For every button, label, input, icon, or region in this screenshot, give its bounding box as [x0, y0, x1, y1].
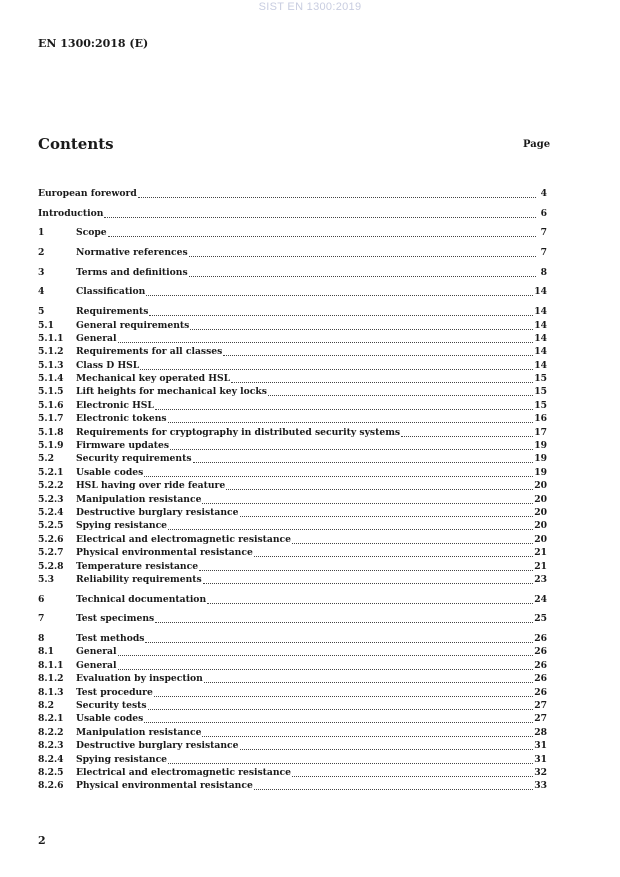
toc-entry[interactable]	[38, 285, 547, 298]
toc-entry-page: 20	[534, 533, 547, 545]
toc-entry-number: 5.2.4	[38, 506, 64, 518]
toc-leader-dots	[207, 594, 533, 604]
toc-leader-dots	[138, 188, 536, 198]
footer-page-number: 2	[38, 834, 46, 847]
toc-entry-page: 14	[534, 319, 547, 331]
toc-entry-page: 15	[534, 373, 547, 385]
toc-leader-dots	[168, 520, 533, 530]
toc-entry-number: 8.2.3	[38, 740, 64, 752]
toc-entry-number: 5.1.3	[38, 359, 64, 371]
toc-entry-page: 28	[534, 726, 547, 738]
toc-leader-dots	[108, 227, 536, 237]
toc-entry[interactable]	[38, 479, 547, 492]
toc-leader-dots	[168, 413, 534, 423]
toc-entry-page: 7	[540, 247, 547, 259]
toc-entry-title: HSL having over ride feature	[76, 480, 226, 492]
toc-entry-title: General	[76, 646, 117, 658]
toc-entry-title: Classification	[76, 286, 146, 298]
toc-leader-dots	[240, 507, 534, 517]
toc-entry-title: Electrical and electromagnetic resistance	[76, 766, 291, 778]
toc-entry-title: Security requirements	[76, 453, 192, 465]
toc-entry-page: 8	[540, 266, 547, 278]
toc-entry-page: 21	[534, 560, 547, 572]
toc-entry-number: 5.2.8	[38, 560, 64, 572]
toc-leader-dots	[104, 208, 536, 218]
toc-entry-title: Lift heights for mechanical key locks	[76, 386, 267, 398]
toc-entry-title: Terms and definitions	[76, 266, 188, 278]
toc-entry-page: 14	[534, 346, 547, 358]
toc-entry-title: Usable codes	[76, 466, 144, 478]
toc-entry[interactable]	[38, 519, 547, 532]
toc-entry-title: Destructive burglary resistance	[76, 740, 239, 752]
toc-entry[interactable]	[38, 319, 547, 332]
toc-entry-title: Security tests	[76, 699, 147, 711]
toc-entry-number: 3	[38, 266, 45, 278]
toc-entry[interactable]	[38, 632, 547, 645]
toc-entry[interactable]	[38, 426, 547, 439]
toc-entry[interactable]	[38, 699, 547, 712]
toc-leader-dots	[190, 320, 533, 330]
toc-entry-page: 20	[534, 493, 547, 505]
toc-leader-dots	[254, 547, 533, 557]
toc-entry-page: 14	[534, 286, 547, 298]
toc-leader-dots	[203, 574, 533, 584]
toc-entry-title: Class D HSL	[76, 359, 140, 371]
toc-entry-page: 25	[534, 613, 547, 625]
toc-entry-page: 17	[534, 426, 547, 438]
toc-entry-page: 14	[534, 306, 547, 318]
toc-leader-dots	[202, 494, 533, 504]
toc-entry-page: 21	[534, 547, 547, 559]
toc-entry[interactable]	[38, 493, 547, 506]
toc-entry[interactable]	[38, 226, 547, 239]
toc-leader-dots	[118, 660, 534, 670]
toc-entry-number: 5.2	[38, 453, 54, 465]
toc-entry-number: 5.1	[38, 319, 54, 331]
toc-entry-title: Test specimens	[76, 613, 155, 625]
toc-entry[interactable]	[38, 452, 547, 465]
toc-entry[interactable]	[38, 659, 547, 672]
toc-entry[interactable]	[38, 560, 547, 573]
toc-entry[interactable]	[38, 385, 547, 398]
toc-entry-page: 23	[534, 573, 547, 585]
toc-entry[interactable]	[38, 466, 547, 479]
toc-entry-number: 5.2.2	[38, 480, 64, 492]
toc-entry[interactable]	[38, 359, 547, 372]
toc-entry-title: Spying resistance	[76, 753, 168, 765]
toc-entry-title: Manipulation resistance	[76, 493, 202, 505]
toc-entry-title: Test methods	[76, 633, 145, 644]
toc-entry-title: Physical environmental resistance	[76, 547, 253, 559]
toc-entry-number: 2	[38, 247, 45, 259]
toc-leader-dots	[223, 346, 533, 356]
table-of-contents	[38, 187, 547, 793]
toc-leader-dots	[199, 561, 533, 571]
toc-entry-title: Physical environmental resistance	[76, 780, 253, 792]
toc-leader-dots	[118, 333, 534, 343]
toc-entry-number: 5.1.2	[38, 346, 64, 358]
toc-entry-title: Introduction	[38, 207, 104, 219]
toc-entry-title: Mechanical key operated HSL	[76, 373, 231, 385]
toc-entry-title: Requirements for all classes	[76, 346, 223, 358]
toc-entry-number: 5.2.5	[38, 520, 64, 532]
toc-entry-number: 7	[38, 613, 45, 625]
toc-entry[interactable]	[38, 246, 547, 259]
toc-entry-title: Reliability requirements	[76, 573, 202, 585]
toc-entry[interactable]	[38, 345, 547, 358]
toc-entry-page: 32	[534, 766, 547, 778]
toc-entry[interactable]	[38, 187, 547, 200]
toc-entry-title: Electronic tokens	[76, 413, 167, 425]
toc-entry-page: 20	[534, 506, 547, 518]
toc-entry[interactable]	[38, 412, 547, 425]
toc-entry-number: 5.1.4	[38, 373, 64, 385]
toc-entry-page: 26	[534, 659, 547, 671]
toc-leader-dots	[292, 767, 533, 777]
toc-entry-number: 8.2	[38, 699, 54, 711]
toc-leader-dots	[155, 613, 533, 623]
toc-entry-title: Evaluation by inspection	[76, 673, 203, 685]
toc-entry-number: 5.1.5	[38, 386, 64, 398]
toc-entry[interactable]	[38, 332, 547, 345]
toc-entry[interactable]	[38, 305, 547, 318]
toc-entry[interactable]	[38, 766, 547, 779]
toc-entry-title: Firmware updates	[76, 440, 170, 452]
toc-entry-title: Test procedure	[76, 686, 153, 698]
toc-entry-title: Spying resistance	[76, 520, 168, 532]
toc-leader-dots	[144, 467, 533, 477]
toc-entry-page: 19	[534, 453, 547, 465]
toc-entry[interactable]	[38, 573, 547, 586]
toc-entry-title: Temperature resistance	[76, 560, 199, 572]
toc-entry-title: Technical documentation	[76, 593, 207, 605]
toc-entry[interactable]	[38, 266, 547, 279]
toc-entry-page: 27	[534, 713, 547, 725]
toc-entry-number: 5.2.7	[38, 547, 64, 559]
toc-entry[interactable]	[38, 753, 547, 766]
toc-entry-number: 5.3	[38, 573, 54, 585]
toc-entry-number: 8.2.2	[38, 726, 64, 738]
toc-entry-page: 26	[534, 673, 547, 685]
toc-entry[interactable]	[38, 533, 547, 546]
toc-leader-dots	[149, 306, 533, 316]
toc-leader-dots	[254, 780, 533, 790]
toc-entry-page: 31	[534, 753, 547, 765]
toc-entry[interactable]	[38, 593, 547, 606]
toc-entry[interactable]	[38, 207, 547, 220]
toc-leader-dots	[204, 673, 533, 683]
toc-entry-page: 27	[534, 699, 547, 711]
toc-entry[interactable]	[38, 712, 547, 725]
contents-title: Contents	[38, 135, 114, 153]
toc-entry-page: 26	[534, 633, 547, 644]
toc-leader-dots	[148, 700, 534, 710]
toc-entry-page: 26	[534, 646, 547, 658]
toc-entry-title: Electronic HSL	[76, 399, 154, 411]
toc-leader-dots	[240, 740, 534, 750]
toc-leader-dots	[168, 754, 533, 764]
toc-entry-page: 15	[534, 399, 547, 411]
toc-entry-number: 5.2.1	[38, 466, 64, 478]
toc-entry-number: 5.1.8	[38, 426, 64, 438]
toc-entry[interactable]	[38, 546, 547, 559]
page-column-label: Page	[523, 139, 551, 150]
toc-entry[interactable]	[38, 399, 547, 412]
toc-entry-number: 5.2.3	[38, 493, 64, 505]
toc-entry-title: Scope	[76, 227, 107, 239]
toc-entry-page: 31	[534, 740, 547, 752]
toc-entry-title: General	[76, 659, 117, 671]
toc-entry-number: 8.1.3	[38, 686, 64, 698]
toc-entry-number: 8.1.1	[38, 659, 64, 671]
toc-leader-dots	[155, 400, 533, 410]
toc-leader-dots	[118, 646, 534, 656]
toc-entry-title: Usable codes	[76, 713, 144, 725]
toc-entry[interactable]	[38, 779, 547, 792]
toc-entry[interactable]	[38, 439, 547, 452]
toc-entry-page: 33	[534, 780, 547, 792]
toc-entry[interactable]	[38, 726, 547, 739]
toc-entry[interactable]	[38, 686, 547, 699]
toc-leader-dots	[146, 286, 533, 296]
toc-entry[interactable]	[38, 672, 547, 685]
toc-leader-dots	[193, 453, 534, 463]
toc-entry-number: 5.1.9	[38, 440, 64, 452]
toc-entry-page: 15	[534, 386, 547, 398]
toc-entry-page: 4	[540, 188, 547, 199]
toc-entry-number: 8.2.4	[38, 753, 64, 765]
watermark: SIST EN 1300:2019	[258, 1, 362, 13]
document-id: EN 1300:2018 (E)	[38, 37, 149, 50]
toc-entry-page: 19	[534, 466, 547, 478]
toc-leader-dots	[226, 480, 533, 490]
toc-entry-number: 5.1.7	[38, 413, 64, 425]
toc-leader-dots	[189, 247, 536, 257]
toc-leader-dots	[202, 727, 533, 737]
toc-entry-title: Normative references	[76, 247, 188, 259]
toc-entry-number: 8.2.6	[38, 780, 64, 792]
toc-entry-number: 1	[38, 227, 45, 239]
toc-entry[interactable]	[38, 612, 547, 625]
toc-leader-dots	[189, 267, 536, 277]
toc-entry-page: 24	[534, 593, 547, 605]
toc-entry-title: Electrical and electromagnetic resistance	[76, 533, 291, 545]
toc-entry-number: 8.1	[38, 646, 54, 658]
toc-entry-page: 20	[534, 520, 547, 532]
toc-entry-number: 8.1.2	[38, 673, 64, 685]
toc-leader-dots	[292, 534, 533, 544]
toc-entry-number: 5.2.6	[38, 533, 64, 545]
toc-entry-title: General requirements	[76, 319, 190, 331]
toc-entry-number: 6	[38, 593, 45, 605]
toc-leader-dots	[401, 427, 533, 437]
toc-leader-dots	[170, 440, 533, 450]
toc-entry-page: 14	[534, 359, 547, 371]
toc-entry-title: Requirements for cryptography in distributed security systems	[76, 426, 401, 438]
toc-entry-page: 20	[534, 480, 547, 492]
toc-entry-number: 8	[38, 633, 45, 644]
toc-entry[interactable]	[38, 506, 547, 519]
toc-entry-title: Requirements	[76, 306, 149, 318]
toc-entry-title: Manipulation resistance	[76, 726, 202, 738]
toc-entry-page: 26	[534, 686, 547, 698]
toc-leader-dots	[154, 687, 533, 697]
toc-entry-page: 7	[540, 227, 547, 239]
toc-entry-title: Destructive burglary resistance	[76, 506, 239, 518]
toc-entry[interactable]	[38, 372, 547, 385]
toc-entry-number: 4	[38, 286, 45, 298]
toc-entry-page: 16	[534, 413, 547, 425]
toc-entry-title: General	[76, 332, 117, 344]
toc-leader-dots	[140, 360, 533, 370]
toc-entry-number: 8.2.5	[38, 766, 64, 778]
toc-entry-page: 14	[534, 332, 547, 344]
toc-entry-page: 6	[540, 207, 547, 219]
toc-leader-dots	[231, 373, 533, 383]
toc-entry-number: 5.1.1	[38, 332, 64, 344]
toc-entry-number: 5.1.6	[38, 399, 64, 411]
toc-leader-dots	[145, 633, 533, 643]
toc-entry-title: European foreword	[38, 188, 137, 199]
toc-leader-dots	[144, 713, 533, 723]
toc-entry[interactable]	[38, 645, 547, 658]
toc-entry-page: 19	[534, 440, 547, 452]
toc-leader-dots	[268, 386, 533, 396]
toc-entry-number: 5	[38, 306, 45, 318]
toc-entry-number: 8.2.1	[38, 713, 64, 725]
toc-entry[interactable]	[38, 739, 547, 752]
